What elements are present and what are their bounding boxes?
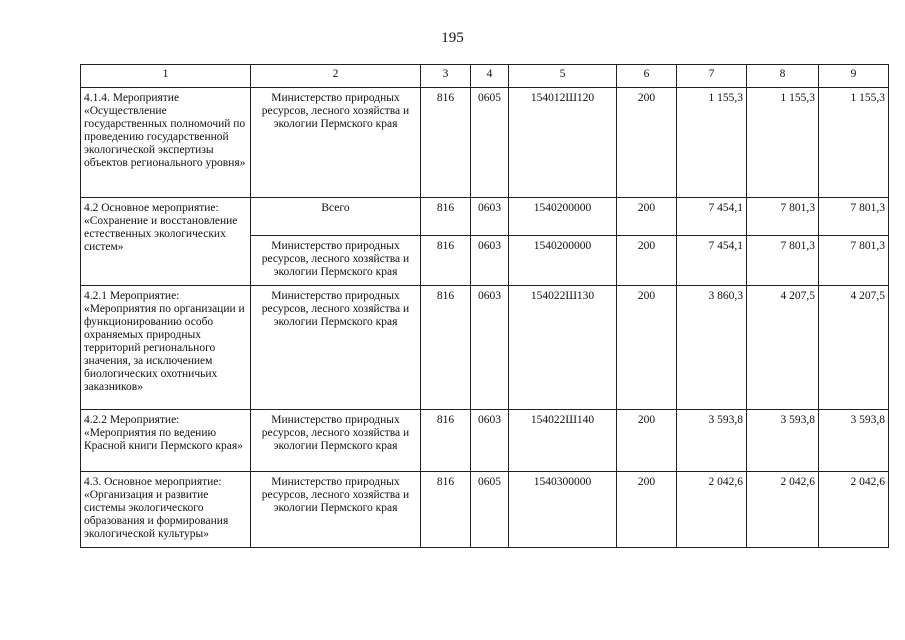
column-header: 9 (819, 65, 889, 88)
row-value-8: 1 155,3 (747, 88, 819, 198)
row-value-9: 1 155,3 (819, 88, 889, 198)
row-code-6: 200 (617, 286, 677, 410)
column-header: 7 (677, 65, 747, 88)
row-value-9: 3 593,8 (819, 410, 889, 472)
row-value-7: 7 454,1 (677, 198, 747, 236)
column-header: 2 (251, 65, 421, 88)
row-org: Министерство природных ресурсов, лесного хозяйства и экологии Пермского края (251, 472, 421, 548)
table-row (81, 88, 889, 198)
row-code-3: 816 (421, 410, 471, 472)
row-value-9: 7 801,3 (819, 236, 889, 286)
row-value-8: 7 801,3 (747, 236, 819, 286)
page-number: 195 (441, 30, 464, 46)
row-code-3: 816 (421, 236, 471, 286)
row-code-3: 816 (421, 286, 471, 410)
row-value-7: 3 593,8 (677, 410, 747, 472)
budget-table (80, 64, 889, 548)
header-row (81, 65, 889, 88)
column-header: 1 (81, 65, 251, 88)
row-value-8: 3 593,8 (747, 410, 819, 472)
row-value-9: 4 207,5 (819, 286, 889, 410)
row-org: Министерство природных ресурсов, лесного хозяйства и экологии Пермского края (251, 410, 421, 472)
row-value-7: 7 454,1 (677, 236, 747, 286)
row-value-7: 2 042,6 (677, 472, 747, 548)
row-org: Министерство природных ресурсов, лесного хозяйства и экологии Пермского края (251, 88, 421, 198)
row-code-4: 0605 (471, 88, 509, 198)
table-row (81, 472, 889, 548)
table-row (81, 410, 889, 472)
row-name: 4.2.2 Мероприятие: «Мероприятия по ведению Красной книги Пермского края» (81, 410, 251, 472)
row-code-5: 154012Ш120 (509, 88, 617, 198)
row-code-4: 0603 (471, 410, 509, 472)
row-org: Министерство природных ресурсов, лесного хозяйства и экологии Пермского края (251, 236, 421, 286)
row-code-6: 200 (617, 88, 677, 198)
row-value-9: 2 042,6 (819, 472, 889, 548)
row-org: Министерство природных ресурсов, лесного хозяйства и экологии Пермского края (251, 286, 421, 410)
row-name: 4.3. Основное мероприятие: «Организация и развитие системы экологического образования и формирования экологической культуры» (81, 472, 251, 548)
row-code-4: 0603 (471, 236, 509, 286)
row-value-8: 2 042,6 (747, 472, 819, 548)
column-header: 4 (471, 65, 509, 88)
row-code-6: 200 (617, 472, 677, 548)
column-header: 8 (747, 65, 819, 88)
row-name: 4.1.4. Мероприятие «Осуществление государственных полномочий по проведению государственной экологической экспертизы объектов регионального уровня» (81, 88, 251, 198)
row-name: 4.2.1 Мероприятие: «Мероприятия по организации и функционированию особо охраняемых природных территорий регионального значения, за исключением биологических охотничьих заказников» (81, 286, 251, 410)
row-code-4: 0605 (471, 472, 509, 548)
row-value-7: 1 155,3 (677, 88, 747, 198)
row-code-6: 200 (617, 236, 677, 286)
row-name: 4.2 Основное мероприятие: «Сохранение и восстановление естественных экологических систем» (81, 198, 251, 286)
row-code-6: 200 (617, 410, 677, 472)
row-code-3: 816 (421, 472, 471, 548)
row-org: Всего (251, 198, 421, 236)
table-row (81, 286, 889, 410)
column-header: 6 (617, 65, 677, 88)
row-code-4: 0603 (471, 198, 509, 236)
row-code-5: 1540200000 (509, 236, 617, 286)
row-code-5: 154022Ш130 (509, 286, 617, 410)
row-code-5: 154022Ш140 (509, 410, 617, 472)
row-value-9: 7 801,3 (819, 198, 889, 236)
row-code-6: 200 (617, 198, 677, 236)
row-code-3: 816 (421, 198, 471, 236)
row-code-3: 816 (421, 88, 471, 198)
row-value-8: 7 801,3 (747, 198, 819, 236)
row-value-8: 4 207,5 (747, 286, 819, 410)
column-header: 5 (509, 65, 617, 88)
table-row (81, 198, 889, 236)
row-code-5: 1540300000 (509, 472, 617, 548)
row-code-5: 1540200000 (509, 198, 617, 236)
row-value-7: 3 860,3 (677, 286, 747, 410)
row-code-4: 0603 (471, 286, 509, 410)
column-header: 3 (421, 65, 471, 88)
